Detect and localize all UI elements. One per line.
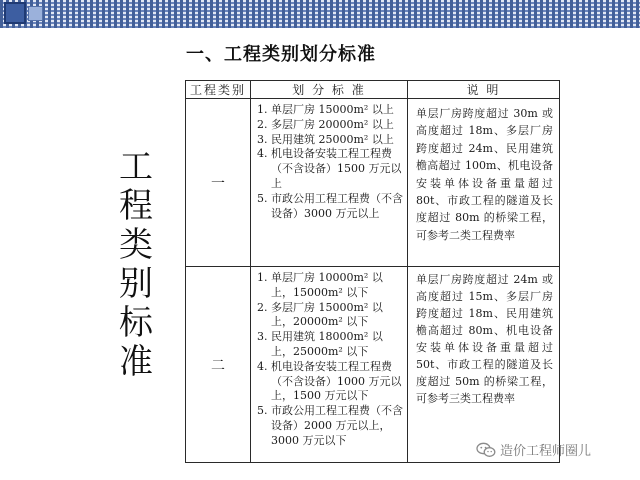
watermark-text: 造价工程师圈儿 [500, 444, 592, 459]
criteria-text: 民用建筑 18000m² 以上，25000m² 以下 [271, 330, 383, 358]
classification-table [185, 80, 560, 463]
criteria-number: 1. [257, 271, 268, 284]
criteria-text: 单层厂房 10000m² 以上，15000m² 以下 [271, 271, 383, 299]
criteria-text: 民用建筑 25000m² 以上 [271, 132, 394, 146]
category-cell [186, 99, 251, 267]
criteria-item [257, 192, 403, 222]
vertical-title: 工程类别标准 [119, 147, 153, 382]
criteria-item [257, 330, 403, 360]
criteria-item [257, 133, 403, 148]
criteria-item [257, 103, 403, 118]
notes-cell [408, 267, 560, 463]
criteria-cell [251, 99, 408, 267]
criteria-number: 1. [257, 103, 268, 116]
criteria-number: 5. [257, 404, 268, 418]
decorative-square [4, 2, 26, 24]
watermark [476, 440, 591, 459]
table-header-row [186, 81, 560, 99]
wechat-logo-icon [476, 442, 496, 458]
criteria-number: 2. [257, 300, 268, 314]
note-text: 单层厂房跨度超过 30m 或高度超过 18m、多层厂房跨度超过 24m、民用建筑檐高超过 100m、机电设备安装单体设备重量超过 80t、市政工程的隧道及长度超过 80m 的桥梁工程，可参考二类工程费率 [416, 107, 553, 242]
criteria-text: 单层厂房 15000m² 以上 [271, 103, 394, 116]
criteria-item [257, 147, 403, 191]
criteria-number: 2. [257, 117, 268, 131]
criteria-text: 机电设备安装工程工程费（不含设备）1000 万元以上，1500 万元以下 [271, 359, 402, 403]
criteria-text: 多层厂房 20000m² 以上 [271, 117, 394, 131]
criteria-item [257, 404, 403, 448]
category-label: 一 [211, 175, 225, 192]
decorative-top-band [0, 0, 640, 28]
criteria-list [251, 267, 407, 449]
header-category: 工程类别 [186, 81, 251, 99]
criteria-number: 3. [257, 132, 268, 146]
criteria-item [257, 271, 403, 301]
header-criteria: 划 分 标 准 [251, 81, 408, 99]
criteria-number: 5. [257, 191, 268, 205]
criteria-text: 市政公用工程工程费（不含设备）2000 万元以上，3000 万元以下 [271, 404, 403, 447]
criteria-text: 市政公用工程工程费（不含设备）3000 万元以上 [271, 191, 403, 220]
category-label: 二 [211, 357, 225, 374]
table-row [186, 99, 560, 267]
criteria-list [251, 99, 407, 221]
criteria-item [257, 301, 403, 331]
criteria-number: 4. [257, 359, 268, 373]
criteria-cell [251, 267, 408, 463]
criteria-number: 3. [257, 330, 268, 344]
criteria-item [257, 360, 403, 404]
criteria-text: 多层厂房 15000m² 以上，20000m² 以下 [271, 300, 383, 329]
category-cell [186, 267, 251, 463]
table-row [186, 267, 560, 463]
decorative-square-small [28, 6, 43, 21]
notes-cell [408, 99, 560, 267]
criteria-text: 机电设备安装工程工程费（不含设备）1500 万元以上 [271, 147, 402, 190]
criteria-item [257, 118, 403, 133]
header-notes: 说 明 [408, 81, 560, 99]
criteria-number: 4. [257, 147, 268, 161]
note-text: 单层厂房跨度超过 24m 或高度超过 15m、多层厂房跨度超过 18m、民用建筑檐高超过 80m、机电设备安装单体设备重量超过 50t、市政工程的隧道及长度超过 50m 的桥梁工程，可参考三类工程费率 [416, 273, 553, 405]
page-title: 一、工程类别划分标准 [186, 44, 376, 65]
